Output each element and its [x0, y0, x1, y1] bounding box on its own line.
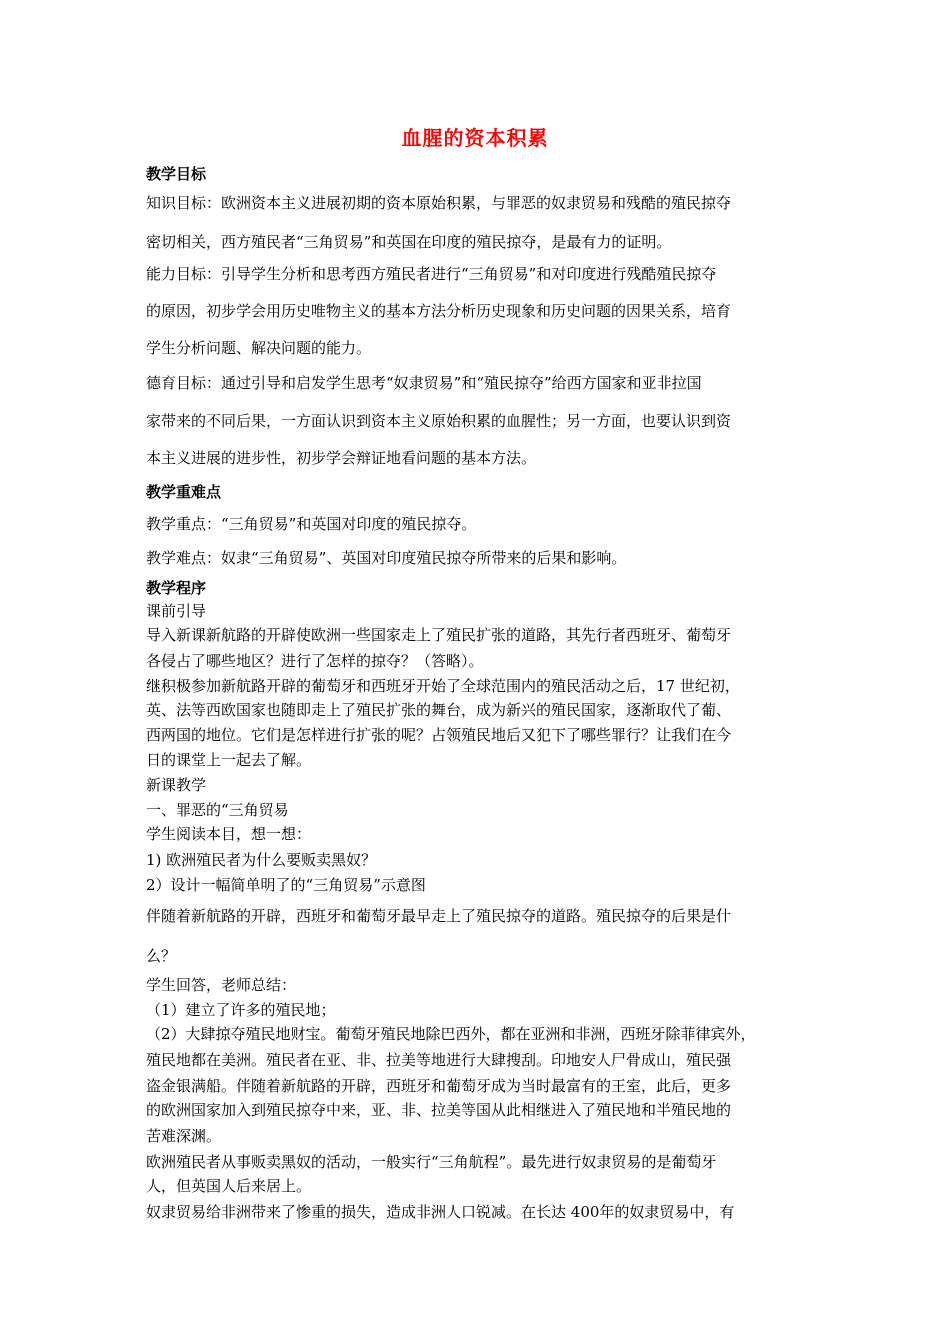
body-text-line: 一、罪恶的“三角贸易 [146, 801, 289, 819]
body-text-line: 苦难深渊。 [146, 1127, 222, 1145]
body-text-line: 欧洲殖民者从事贩卖黑奴的活动，一般实行“三角航程”。最先进行奴隶贸易的是葡萄牙 [146, 1153, 717, 1171]
body-text-line: 2）设计一幅简单明了的“三角贸易”示意图 [146, 876, 426, 894]
body-text-line: 本主义进展的进步性，初步学会辩证地看问题的基本方法。 [146, 449, 537, 467]
section-heading: 教学程序 [146, 579, 207, 597]
body-text-line: 课前引导 [146, 602, 207, 620]
body-text-line: 密切相关，西方殖民者“三角贸易”和英国在印度的殖民掠夺，是最有力的证明。 [146, 233, 672, 251]
body-text-line: 盗金银满船。伴随着新航路的开辟，西班牙和葡萄牙成为当时最富有的王室，此后，更多 [146, 1077, 732, 1095]
body-text-line: 英、法等西欧国家也随即走上了殖民扩张的舞台，成为新兴的殖民国家，逐渐取代了葡、 [146, 701, 732, 719]
body-text-line: 教学难点：奴隶“三角贸易”、英国对印度殖民掠夺所带来的后果和影响。 [146, 549, 627, 567]
body-text-line: 德育目标：通过引导和启发学生思考“奴隶贸易”和“殖民掠夺”给西方国家和亚非拉国 [146, 374, 702, 392]
body-text-line: 能力目标：引导学生分析和思考西方殖民者进行“三角贸易”和对印度进行残酷殖民掠夺 [146, 265, 717, 283]
body-text-line: 学生阅读本目，想一想： [146, 825, 312, 843]
body-text-line: 人，但英国人后来居上。 [146, 1177, 312, 1195]
body-text-line: （2）大肆掠夺殖民地财宝。葡萄牙殖民地除巴西外，都在亚洲和非洲，西班牙除菲律宾外， [146, 1025, 756, 1043]
body-text-line: 继积极参加新航路开辟的葡萄牙和西班牙开始了全球范围内的殖民活动之后，17 世纪初， [146, 677, 740, 695]
body-text-line: 1) 欧洲殖民者为什么要贩卖黑奴？ [146, 851, 377, 869]
body-text-line: 新课教学 [146, 776, 207, 794]
body-text-line: 么？ [146, 947, 177, 965]
document-title: 血腥的资本积累 [401, 126, 549, 150]
body-text-line: 家带来的不同后果，一方面认识到资本主义原始积累的血腥性；另一方面，也要认识到资 [146, 412, 732, 430]
body-text-line: 的欧洲国家加入到殖民掠夺中来，亚、非、拉美等国从此相继进入了殖民地和半殖民地的 [146, 1101, 732, 1119]
body-text-line: 学生分析问题、解决问题的能力。 [146, 339, 372, 357]
section-heading: 教学重难点 [146, 483, 222, 501]
body-text-line: （1）建立了许多的殖民地； [146, 1001, 336, 1019]
section-heading: 教学目标 [146, 165, 207, 183]
body-text-line: 各侵占了哪些地区？进行了怎样的掠夺？（答略）。 [146, 652, 484, 670]
body-text-line: 导入新课新航路的开辟使欧洲一些国家走上了殖民扩张的道路，其先行者西班牙、葡萄牙 [146, 626, 732, 644]
body-text-line: 学生回答，老师总结： [146, 976, 297, 994]
body-text-line: 奴隶贸易给非洲带来了惨重的损失，造成非洲人口锐减。在长达 400年的奴隶贸易中，有 [146, 1203, 735, 1221]
body-text-line: 教学重点：“三角贸易”和英国对印度的殖民掠夺。 [146, 515, 477, 533]
body-text-line: 殖民地都在美洲。殖民者在亚、非、拉美等地进行大肆搜刮。印地安人尸骨成山，殖民强 [146, 1051, 732, 1069]
body-text-line: 西两国的地位。它们是怎样进行扩张的呢？占领殖民地后又犯下了哪些罪行？让我们在今 [146, 726, 732, 744]
body-text-line: 日的课堂上一起去了解。 [146, 751, 312, 769]
body-text-line: 知识目标：欧洲资本主义进展初期的资本原始积累，与罪恶的奴隶贸易和残酷的殖民掠夺 [146, 194, 732, 212]
body-text-line: 伴随着新航路的开辟，西班牙和葡萄牙最早走上了殖民掠夺的道路。殖民掠夺的后果是什 [146, 907, 732, 925]
body-text-line: 的原因，初步学会用历史唯物主义的基本方法分析历史现象和历史问题的因果关系，培育 [146, 302, 732, 320]
